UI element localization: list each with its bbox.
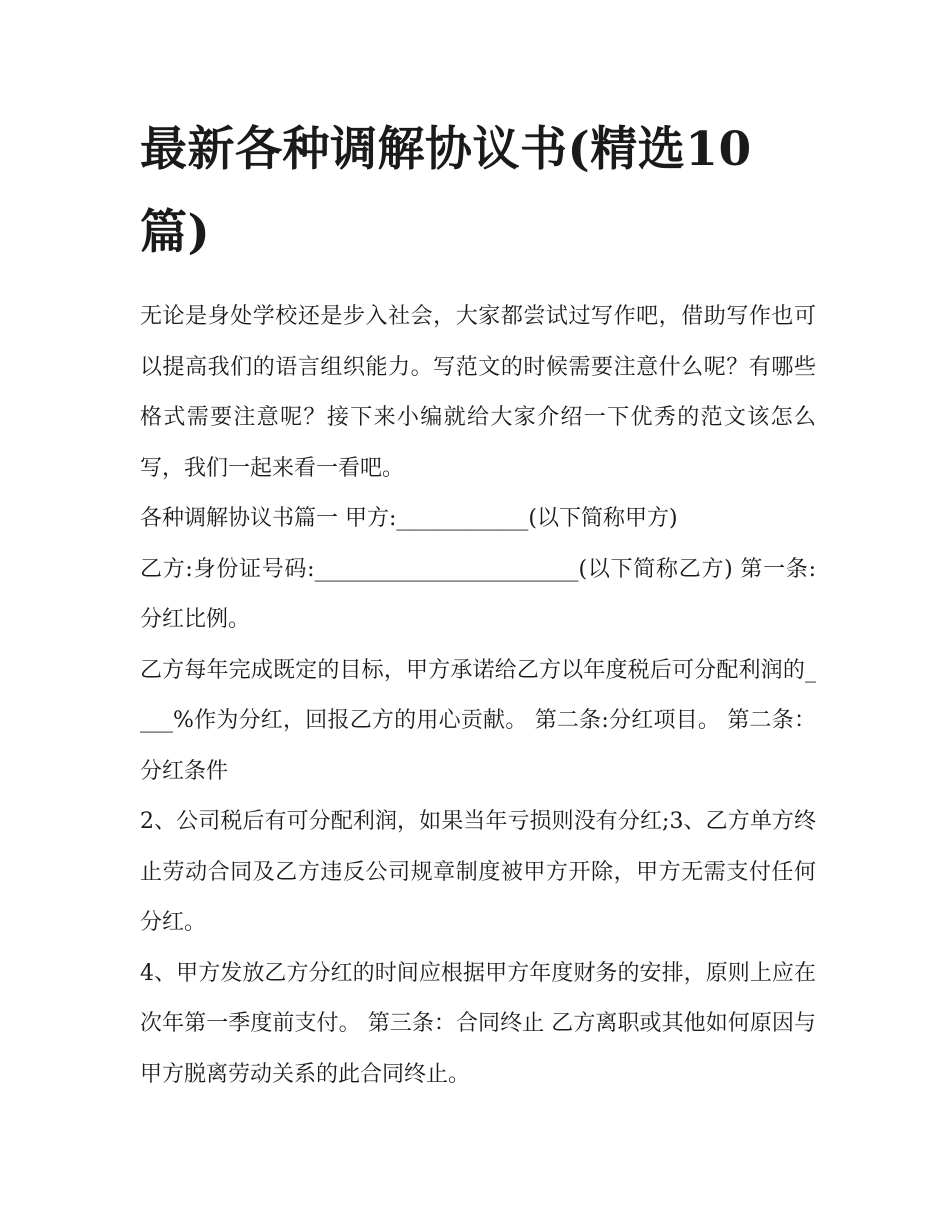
document-title: 最新各种调解协议书(精选10篇)	[140, 122, 752, 260]
party-b-paragraph: 乙方:身份证号码:________________________(以下简称乙方) 第一条:分红比例。	[140, 556, 816, 632]
dividend-target-paragraph: 乙方每年完成既定的目标，甲方承诺给乙方以年度税后可分配利润的____%作为分红，回报乙方的用心贡献。 第二条:分红项目。 第二条：分红条件	[140, 657, 816, 784]
intro-paragraph: 无论是身处学校还是步入社会，大家都尝试过写作吧，借助写作也可以提高我们的语言组织能力。写范文的时候需要注意什么呢？有哪些格式需要注意呢？接下来小编就给大家介绍一下优秀的范文该怎么写，我们一起来看一看吧。	[140, 304, 816, 481]
party-a-paragraph: 各种调解协议书篇一 甲方:____________(以下简称甲方)	[140, 506, 678, 531]
document-page	[140, 108, 816, 1100]
payment-termination-paragraph: 4、甲方发放乙方分红的时间应根据甲方年度财务的安排，原则上应在次年第一季度前支付。 第三条：合同终止 乙方离职或其他如何原因与甲方脱离劳动关系的此合同终止。	[140, 960, 816, 1087]
dividend-conditions-paragraph: 2、公司税后有可分配利润，如果当年亏损则没有分红;3、乙方单方终止劳动合同及乙方违反公司规章制度被甲方开除，甲方无需支付任何分红。	[140, 809, 816, 935]
